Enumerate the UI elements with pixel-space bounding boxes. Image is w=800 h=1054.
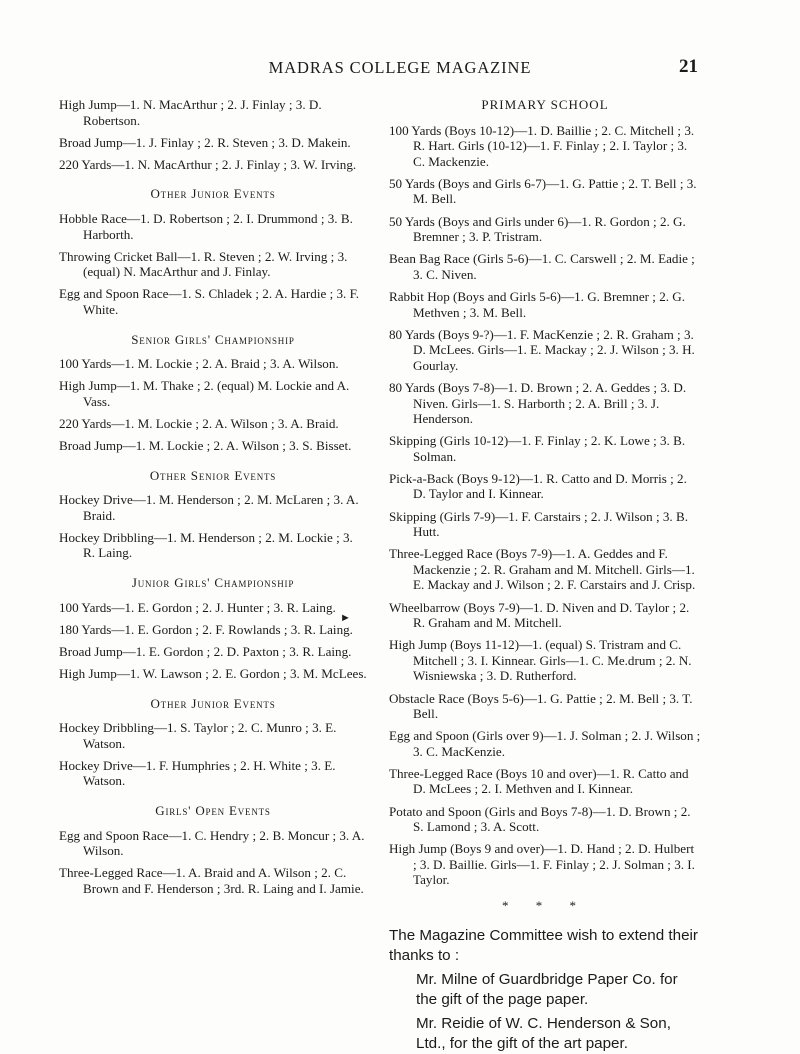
result-entry: 50 Yards (Boys and Girls 6-7)—1. G. Pattie ; 2. T. Bell ; 3. M. Bell.: [389, 175, 697, 207]
thanks-line: Mr. Milne of Guardbridge Paper Co. for the gift of the page paper.: [416, 970, 678, 1008]
result-entry: High Jump—1. N. MacArthur ; 2. J. Finlay ; 3. D. Robertson.: [59, 97, 322, 128]
result-entry: High Jump (Boys 11-12)—1. (equal) S. Tristram and C. Mitchell ; 3. I. Kinnear. Girls—1. C. Me.drum ; 2. N. Wisniewska ; 3. D. Rutherford.: [389, 637, 692, 684]
section-title: Other Junior Events: [150, 186, 276, 202]
result-entry: 220 Yards—1. M. Lockie ; 2. A. Wilson ; 3. A. Braid.: [59, 415, 339, 431]
result-entry: Egg and Spoon Race—1. C. Hendry ; 2. B. Moncur ; 3. A. Wilson.: [59, 827, 365, 859]
result-entry: Pick-a-Back (Boys 9-12)—1. R. Catto and D. Morris ; 2. D. Taylor and I. Kinnear.: [389, 470, 687, 502]
result-entry: 80 Yards (Boys 9-?)—1. F. MacKenzie ; 2. R. Graham ; 3. D. McLees. Girls—1. E. Mackay ; 2. J. Wilson ; 3. H. Gourlay.: [389, 326, 695, 373]
thanks-line: Mr. Reidie of W. C. Henderson & Son, Ltd., for the gift of the art paper.: [416, 1014, 671, 1052]
result-entry: Broad Jump—1. J. Finlay ; 2. R. Steven ; 3. D. Makein.: [59, 134, 351, 150]
right-column: [389, 97, 701, 1054]
result-entry: Rabbit Hop (Boys and Girls 5-6)—1. G. Bremner ; 2. G. Methven ; 3. M. Bell.: [389, 288, 686, 320]
result-entry: 50 Yards (Boys and Girls under 6)—1. R. Gordon ; 2. G. Bremner ; 3. P. Tristram.: [389, 213, 686, 245]
section-title: Senior Girls' Championship: [131, 331, 295, 347]
result-entry: Skipping (Girls 10-12)—1. F. Finlay ; 2. K. Lowe ; 3. B. Solman.: [389, 433, 686, 464]
section-title-primary-school: PRIMARY SCHOOL: [481, 97, 609, 112]
result-entry: Egg and Spoon Race—1. S. Chladek ; 2. A. Hardie ; 3. F. White.: [59, 286, 360, 317]
result-entry: Potato and Spoon (Girls and Boys 7-8)—1. D. Brown ; 2. S. Lamond ; 3. A. Scott.: [389, 803, 691, 835]
result-entry: Obstacle Race (Boys 5-6)—1. G. Pattie ; 2. M. Bell ; 3. T. Bell.: [389, 690, 693, 722]
page-number: 21: [679, 56, 698, 77]
primary-results-list: [389, 123, 701, 888]
left-column: [59, 97, 367, 903]
result-entry: Throwing Cricket Ball—1. R. Steven ; 2. W. Irving ; 3. (equal) N. MacArthur and J. Finlay.: [59, 248, 348, 280]
result-entry: Broad Jump—1. E. Gordon ; 2. D. Paxton ; 3. R. Laing.: [59, 643, 352, 659]
result-entry: 100 Yards—1. M. Lockie ; 2. A. Braid ; 3. A. Wilson.: [59, 356, 339, 372]
section-title: Other Junior Events: [150, 695, 276, 711]
result-entry: Wheelbarrow (Boys 7-9)—1. D. Niven and D. Taylor ; 2. R. Graham and M. Mitchell.: [389, 599, 690, 631]
section-title: Other Senior Events: [149, 467, 277, 483]
result-entry: Bean Bag Race (Girls 5-6)—1. C. Carswell ; 2. M. Eadie ; 3. C. Niven.: [389, 251, 695, 282]
result-entry: Hockey Dribbling—1. M. Henderson ; 2. M. Lockie ; 3. R. Laing.: [59, 529, 353, 561]
result-entry: Three-Legged Race (Boys 7-9)—1. A. Geddes and F. Mackenzie ; 2. R. Graham and M. Mitchell. Girls—1. E. Mackay and J. Wilson ; 2. F. Carstairs and J. Crisp.: [389, 546, 696, 593]
page-header: [0, 56, 800, 86]
thanks-intro: The Magazine Committee wish to extend their thanks to :: [389, 926, 698, 964]
result-entry: Hobble Race—1. D. Robertson ; 2. I. Drummond ; 3. B. Harborth.: [59, 210, 353, 242]
result-entry: 100 Yards (Boys 10-12)—1. D. Baillie ; 2. C. Mitchell ; 3. R. Hart. Girls (10-12)—1. F. Finlay ; 2. I. Taylor ; 3. C. Mackenzie.: [389, 122, 695, 169]
result-entry: 180 Yards—1. E. Gordon ; 2. F. Rowlands ; 3. R. Laing.: [59, 621, 353, 637]
result-entry: 220 Yards—1. N. MacArthur ; 2. J. Finlay ; 3. W. Irving.: [59, 156, 357, 172]
magazine-title: MADRAS COLLEGE MAGAZINE: [268, 58, 532, 77]
result-entry: Three-Legged Race (Boys 10 and over)—1. R. Catto and D. McLees ; 2. I. Methven and I. Kinnear.: [389, 765, 689, 797]
result-entry: Broad Jump—1. M. Lockie ; 2. A. Wilson ; 3. S. Bisset.: [59, 438, 352, 453]
result-entry: Hockey Drive—1. M. Henderson ; 2. M. McLaren ; 3. A. Braid.: [59, 492, 359, 523]
result-entry: Three-Legged Race—1. A. Braid and A. Wilson ; 2. C. Brown and F. Henderson ; 3rd. R. Laing and I. Jamie.: [59, 865, 364, 896]
separator-stars: * * *: [502, 898, 588, 914]
thanks-notice: [389, 926, 701, 1054]
result-entry: High Jump—1. M. Thake ; 2. (equal) M. Lockie and A. Vass.: [59, 378, 350, 409]
pointer-mark-icon: ►: [340, 612, 351, 624]
result-entry: 100 Yards—1. E. Gordon ; 2. J. Hunter ; 3. R. Laing.: [59, 599, 336, 615]
result-entry: Hockey Dribbling—1. S. Taylor ; 2. C. Munro ; 3. E. Watson.: [59, 720, 337, 751]
result-entry: High Jump—1. W. Lawson ; 2. E. Gordon ; 3. M. McLees.: [59, 665, 367, 681]
section-title: Girls' Open Events: [155, 803, 271, 818]
result-entry: Skipping (Girls 7-9)—1. F. Carstairs ; 2. J. Wilson ; 3. B. Hutt.: [389, 508, 688, 540]
section-title: Junior Girls' Championship: [131, 575, 295, 591]
result-entry: High Jump (Boys 9 and over)—1. D. Hand ; 2. D. Hulbert ; 3. D. Baillie. Girls—1. F. Finlay ; 2. J. Solman ; 3. I. Taylor.: [389, 841, 695, 888]
result-entry: Egg and Spoon (Girls over 9)—1. J. Solman ; 2. J. Wilson ; 3. C. MacKenzie.: [389, 728, 701, 759]
result-entry: Hockey Drive—1. F. Humphries ; 2. H. White ; 3. E. Watson.: [59, 757, 336, 789]
result-entry: 80 Yards (Boys 7-8)—1. D. Brown ; 2. A. Geddes ; 3. D. Niven. Girls—1. S. Harborth ; 2. A. Brill ; 3. J. Henderson.: [389, 379, 687, 427]
